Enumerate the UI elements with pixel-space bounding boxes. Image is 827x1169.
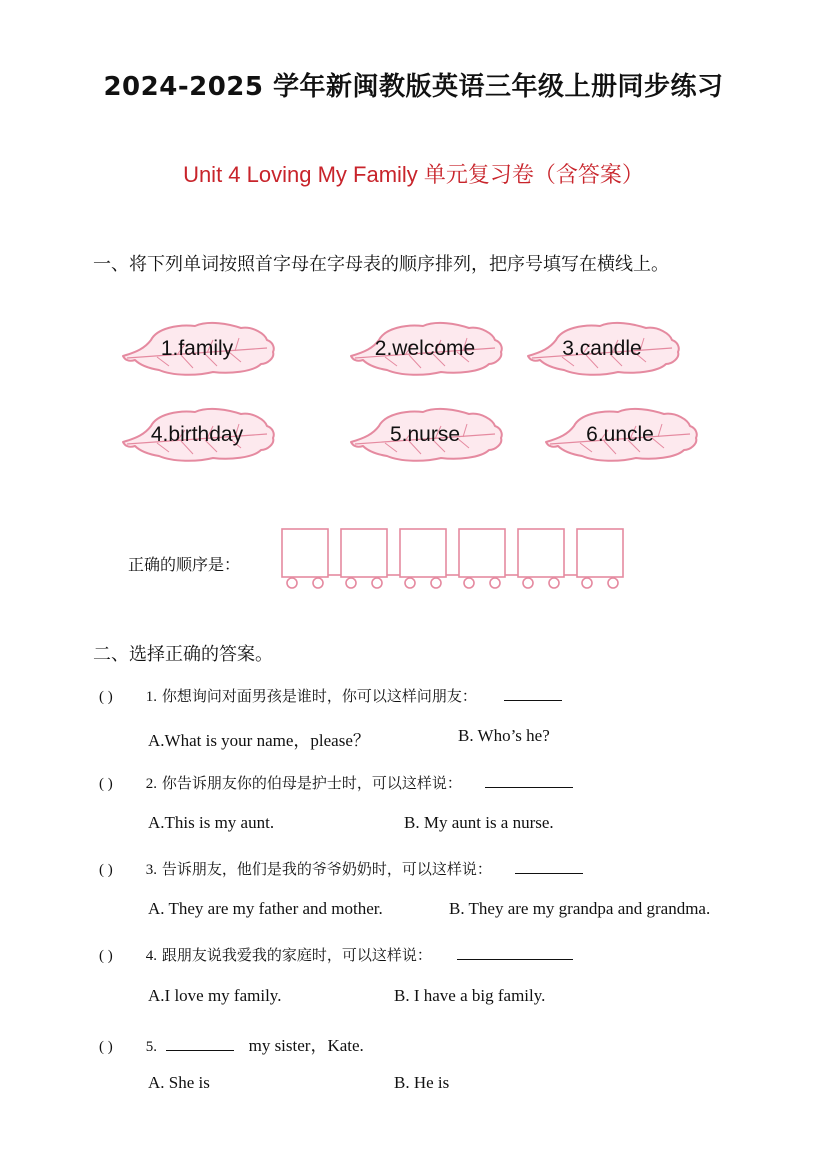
question-5 [99,1031,364,1056]
word-leaf-6 [540,404,700,466]
word-label: 3.candle [562,337,642,360]
question-number: 2. [145,776,158,792]
word-leaf-1 [117,318,277,380]
q4-option-a[interactable]: A.I love my family. [148,986,282,1005]
page-subtitle: Unit 4 Loving My Family 单元复习卷（含答案） [183,162,644,187]
answer-box-5 [518,529,564,577]
question-4 [99,944,573,965]
word-label: 4.birthday [150,423,244,446]
q3-option-b[interactable]: B. They are my grandpa and grandma. [449,899,711,918]
answer-blank[interactable] [504,686,562,701]
word-label: 5.nurse [389,423,461,446]
question-number: 4. [145,948,158,964]
answer-paren[interactable]: ( ) [99,948,113,964]
answer-blank[interactable] [515,859,583,874]
question-1 [99,685,562,706]
word-leaf-2 [345,318,505,380]
question-number: 3. [145,862,158,878]
question-text: my sister，Kate. [248,1036,364,1055]
question-text: 你告诉朋友你的伯母是护士时，可以这样说： [161,774,462,792]
q5-option-a[interactable]: A. She is [148,1073,210,1092]
word-label: 6.uncle [586,423,654,446]
answer-paren[interactable]: ( ) [99,1039,113,1055]
answer-box-6 [577,529,623,577]
answer-box-1 [282,529,328,577]
question-number: 5. [145,1039,158,1055]
word-leaf-4 [117,404,277,466]
answer-blank[interactable] [485,773,573,788]
answer-paren[interactable]: ( ) [99,862,113,878]
question-2 [99,772,573,793]
q2-option-b[interactable]: B. My aunt is a nurse. [404,813,554,832]
question-text: 告诉朋友，他们是我的爷爷奶奶时，可以这样说： [161,860,492,878]
section1-heading: 一、将下列单词按照首字母在字母表的顺序排列，把序号填写在横线上。 [93,254,669,275]
answer-box-3 [400,529,446,577]
word-label: 1.family [160,337,234,360]
q2-option-a[interactable]: A.This is my aunt. [148,813,275,832]
answer-paren[interactable]: ( ) [99,689,113,705]
q1-option-b[interactable]: B. Who’s he? [458,726,550,745]
q4-option-b[interactable]: B. I have a big family. [394,986,546,1005]
section2-heading: 二、选择正确的答案。 [93,644,273,665]
word-leaf-3 [522,318,682,380]
answer-train [280,527,625,597]
answer-paren[interactable]: ( ) [99,776,113,792]
q5-option-b[interactable]: B. He is [394,1073,450,1092]
answer-blank[interactable] [166,1036,234,1051]
word-label: 2.welcome [374,337,476,360]
answer-blank[interactable] [457,945,573,960]
train-wagons-icon [280,527,625,593]
page-title: 2024-2025 学年新闽教版英语三年级上册同步练习 [103,72,724,102]
answer-box-2 [341,529,387,577]
question-3 [99,858,583,879]
q1-option-a[interactable]: A.What is your name，please？ [148,731,370,750]
q3-option-a[interactable]: A. They are my father and mother. [148,899,383,918]
order-label: 正确的顺序是： [128,555,241,574]
word-leaf-5 [345,404,505,466]
question-text: 跟朋友说我爱我的家庭时，可以这样说： [161,946,432,964]
answer-box-4 [459,529,505,577]
question-number: 1. [145,689,158,705]
question-text: 你想询问对面男孩是谁时，你可以这样问朋友： [161,687,477,705]
